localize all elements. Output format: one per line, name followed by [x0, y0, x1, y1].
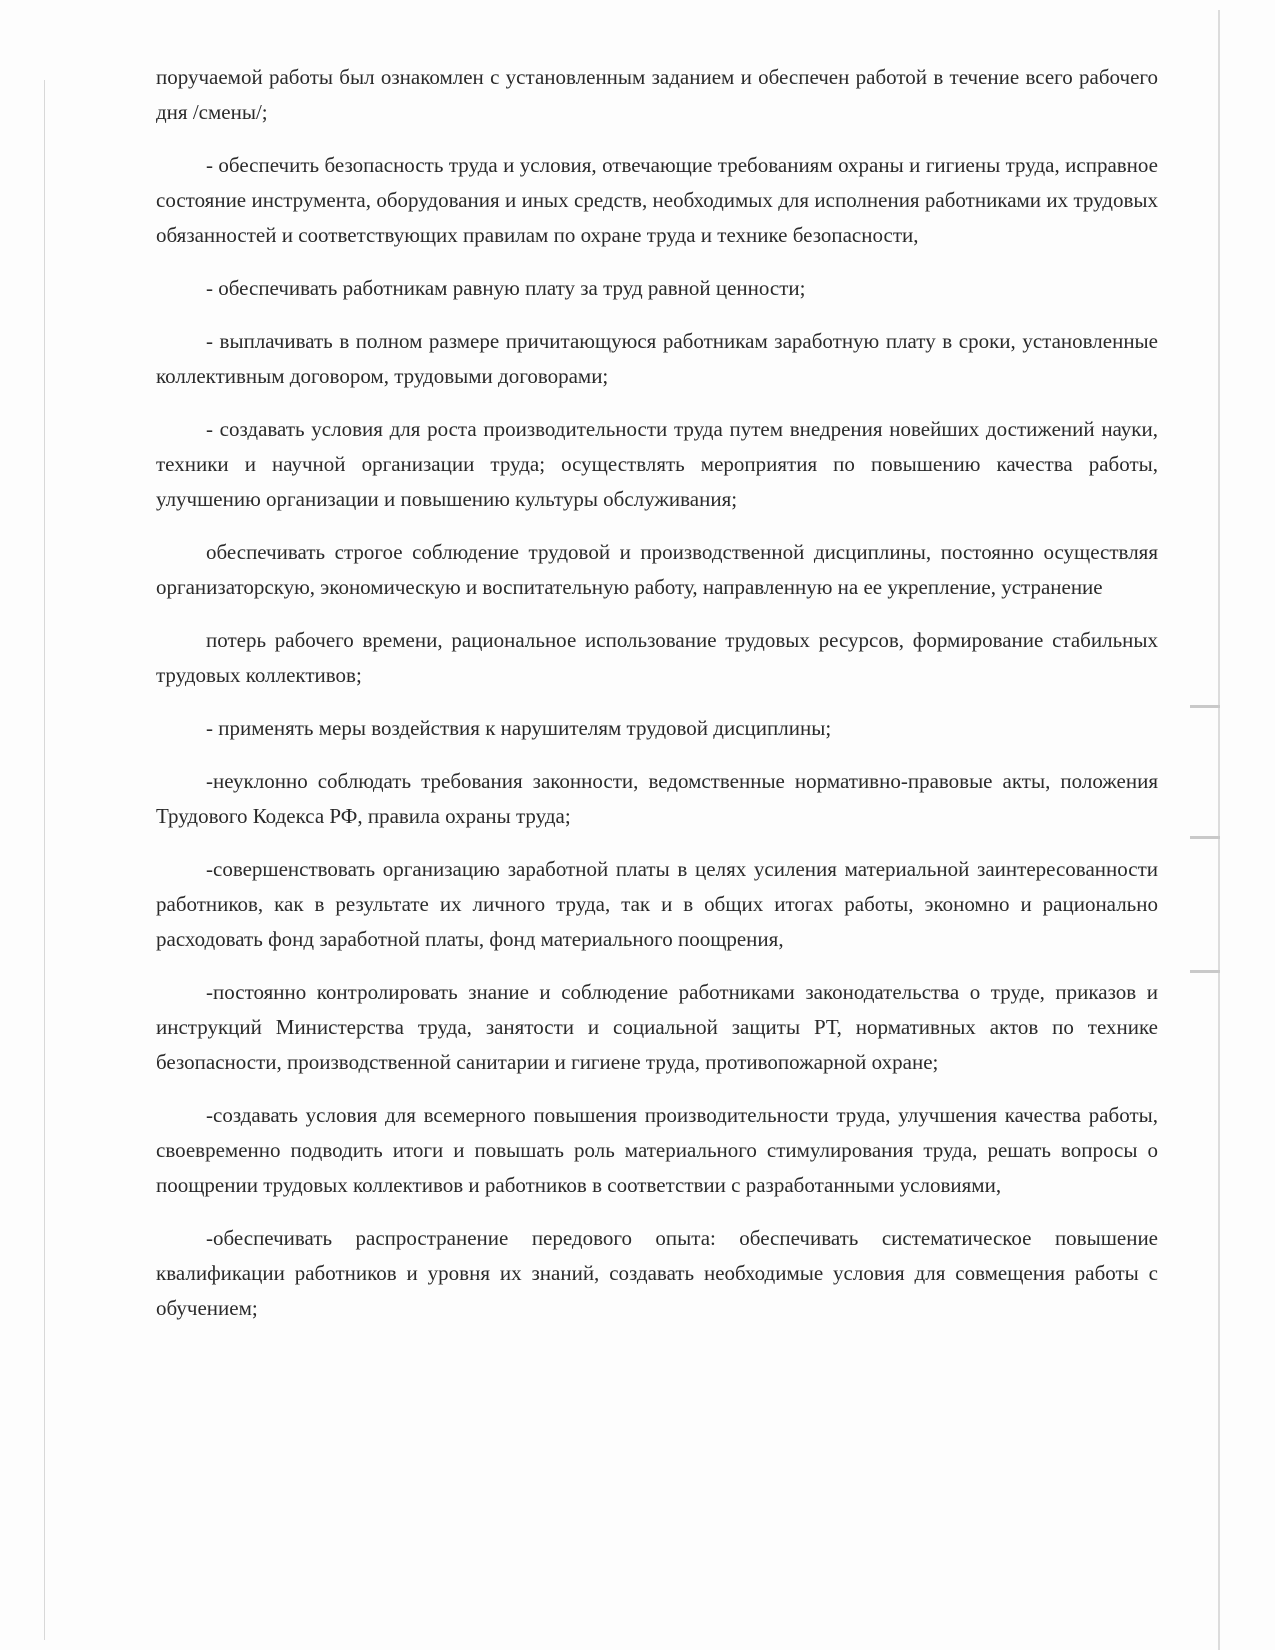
paragraph: - применять меры воздействия к нарушителям трудовой дисциплины;	[206, 716, 832, 740]
fold-mark	[1190, 705, 1220, 708]
page-edge-left	[44, 80, 45, 1640]
page-edge-right	[1218, 10, 1220, 1650]
paragraph: -совершенствовать организацию заработной платы в целях усиления материальной заинтересованности работников, как в результате их личного труда, так и в общих итогах работы, экономно и рационально расходовать фонд заработной платы, фонд материального поощрения,	[156, 857, 1158, 951]
paragraph: -постоянно контролировать знание и соблюдение работниками законодательства о труде, приказов и инструкций Министерства труда, занятости и социальной защиты РТ, нормативных актов по технике безопасности, производственной санитарии и гигиене труда, противопожарной охране;	[156, 980, 1158, 1074]
paragraph: -неуклонно соблюдать требования законности, ведомственные нормативно-правовые акты, положения Трудового Кодекса РФ, правила охраны труда;	[156, 769, 1158, 828]
paragraph: обеспечивать строгое соблюдение трудовой и производственной дисциплины, постоянно осуществляя организаторскую, экономическую и воспитательную работу, направленную на ее укрепление, устранение	[156, 540, 1158, 599]
paragraph: - создавать условия для роста производительности труда путем внедрения новейших достижений науки, техники и научной организации труда; осуществлять мероприятия по повышению качества работы, улучшению организации и повышению культуры обслуживания;	[156, 417, 1158, 511]
paragraph: - выплачивать в полном размере причитающуюся работникам заработную плату в сроки, установленные коллективным договором, трудовыми договорами;	[156, 329, 1158, 388]
paragraph: - обеспечить безопасность труда и условия, отвечающие требованиям охраны и гигиены труда, исправное состояние инструмента, оборудования и иных средств, необходимых для исполнения работниками их трудовых обязанностей и соответствующих правилам по охране труда и технике безопасности,	[156, 153, 1158, 247]
paragraph: поручаемой работы был ознакомлен с установленным заданием и обеспечен работой в течение всего рабочего дня /смены/;	[156, 65, 1158, 124]
paragraph: - обеспечивать работникам равную плату за труд равной ценности;	[206, 276, 806, 300]
paragraph: -создавать условия для всемерного повышения производительности труда, улучшения качества работы, своевременно подводить итоги и повышать роль материального стимулирования труда, решать вопросы о поощрении трудовых коллективов и работников в соответствии с разработанными условиями,	[156, 1103, 1158, 1197]
fold-mark	[1190, 836, 1220, 839]
fold-mark	[1190, 970, 1220, 973]
paragraph: -обеспечивать распространение передового опыта: обеспечивать систематическое повышение квалификации работников и уровня их знаний, создавать необходимые условия для совмещения работы с обучением;	[156, 1226, 1158, 1320]
paragraph: потерь рабочего времени, рациональное использование трудовых ресурсов, формирование стабильных трудовых коллективов;	[156, 628, 1158, 687]
document-body	[156, 60, 1158, 1344]
